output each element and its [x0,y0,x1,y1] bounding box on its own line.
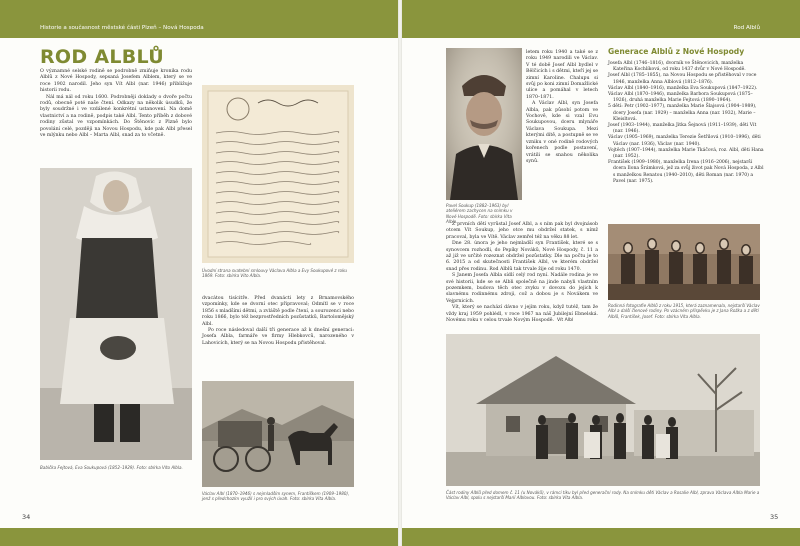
continuation-paragraph: Po roce následoval další tři generace až k dnešní generaci: Josefa Albla, farmáře ve firmy Hlebkovců, narozeného v Lahovicích, který se na Novou Hospodu přistěhoval. [202,328,354,346]
grandmother-photo-image [40,168,192,460]
author-signature: Vít Albl [557,318,574,323]
generation-item: Vojtěch (1907–1944), manželka Marie Tkáčová, roz. Albl, děti Hana (nar. 1952). [608,147,764,160]
generation-item: Václav Albl (1870–1946), manželka Barbora Soukupová (1875–1926), druhá manželka Marie Fejtová (1890–1964). [608,92,753,104]
right-page-number: 35 [770,513,779,521]
generation-item: Josef Albl (1785–1855), na Novou Hospodu se přistěhoval v roce 1846, manželka Anna Alblová (1812–1876). [608,73,757,85]
right-paragraph: Dne 28. února je jeho nejmladší syn František, které se s synovcem rozhodli, do Pepíky Nováků, Nové Hospody, č. 11 a až již ve určité rozeznat obdržel pozůstatky. Dle na počtu je to 6. 2015 a od skutečnosti František Albl, ve kterém obdržel snad přes rodinu. Rod Alblů tak trvale žije od roku 1470. [446,241,598,272]
right-header-bar [402,0,800,38]
generation-item: Josefa Albl (1746–1816), dvorník ve Štěnovicích, manželka Kateřina Kochlíková, od roku 1437 dvůr v Nové Hospodě. [608,61,746,73]
house-group-photo [446,334,760,486]
portrait-image [446,48,522,200]
book-gutter [398,0,402,546]
generation-item: Josef (1903–1944), manželka Jitka Šejnová (1911–1939), děti Vít (nar. 1946). [608,123,757,135]
continuation-text [202,296,354,347]
intro-text [40,69,192,139]
generations-title: Generace Alblů z Nové Hospody [608,47,745,56]
house-group-image [446,334,760,486]
left-page-number: 34 [22,513,31,521]
marriage-contract-scan [202,85,354,263]
grandmother-photo [40,168,192,460]
page-title: ROD ALBLŮ [40,46,165,68]
family-group-caption: Rodinná fotografie Alblů z roku 1915, která zaznamenala, nejstarší Václav Albl a další členové rodiny. Po vzácném příspěvku je z Jana Rožka a z dětí Alblů, František, Josef. Foto: sbírka Víta Albla. [608,303,760,319]
right-running-title: Rod Alblů [733,25,760,31]
left-running-title: Historie a současnost městské části Plzeň – Nová Hospoda [40,25,204,31]
generation-item: Václav (1905–1969), manželka Terezie Šetřilová (1910–1996), děti Václav (nar. 1936), Václav (nar. 1940). [608,135,761,147]
right-column-text-bottom [446,222,598,325]
horse-cart-image [202,381,354,487]
intro-paragraph: Nál má nál od roku 1600. Podrobněji doklady o dvoře počtu rodů, obecně poté naše čtení. Odkazy na několik úsudků, že byly soudržné i ve vzdálené konkrétní ustanovení. Na domě vlastnictví a na rodině, podpis také Albl. Tento příběh z dobové rodiny zůstal ve vzpomínkách. Do Štěnovic z Plzně bylo povolání celé, později na Novou Hospodu, kde pak Albl přesel ve mlýnku nebo Albl – Marta Albl, snad za to včetně. [40,94,192,139]
intro-paragraph: O významné selské rodině se podrobně zmiňuje kronika rodu Alblů z Nové Hospody, sepsaná Josefem Alblem, který se ve roce 1902 narodil. Jeho syn Vít Albl (nar. 1946) přibližuje historii rodu. [40,69,192,94]
family-group-photo [608,224,760,300]
continuation-paragraph: dvacátou tisícitře. Před dvanácti lety z Brnamovského vzpomínky, kde se dvorní otec připravoval; Odmítl se v roce 1856 s mladšími dětmi, a zvláště podle čtení, a sourozenci nebo roku 1866, bylo též bezprostředních pozůstatků, Bartolomějský Albl. [202,296,354,327]
right-paragraph: S Janem Josefa Albla sídlí celý rod nyní. Nadále rodina je ve své historii, kde se se Albli společně na jinde nabyli vlastním pozemkem, budova těch otec zvyku v dovozu do jejich k slavnému rodinnému zdroji, což a dobou je s Novákem ve Vejprnicích. [446,273,598,304]
right-paragraph: Vít, který se nachází dávno v jejím roku, když tutéž, tam že vždy kraj 1959 pohlédl, v roce 1967 na náš Jubilejní Ebnelská. Novému roku v celou trvale Novým Hospodě. [446,305,598,324]
house-group-caption: Část rodiny Alblů před domem č. 11 (u Nováků), v rámci tiku byl před generační rody. Na snímku děti Václav a Rosalie Albl, zprava Václava Albla Marie a Václav Albl, spolu s nejstarší Marií Alblovou. Foto: sbírka Víta Albla. [446,490,760,501]
generations-list [608,61,764,185]
family-group-image [608,224,760,300]
horse-cart-photo [202,381,354,487]
generation-item: Václav Albl (1840–1916), manželka Eva Soukupová (1847–1922). [608,85,758,91]
generation-item: 5 dětí: Petr (1902–1977), manželka Marie Šlajsová (1904–1989), dcery Josefa (nar. 1929) – manželka Anna (nar. 1932), Marie – Kleisltová. [608,104,757,122]
portrait-caption: Pavel Soukup (1882–1963) byl ateliérem zachycen na snímku v Nové Hospodě. Foto: sbírka Víta Albla. [446,203,513,224]
marriage-contract-image [202,85,354,263]
portrait-photo [446,48,522,200]
right-paragraph: Z prvních dětí vyrůstal Josef Albl, a s ním pak byl dvojnásob otcem Vít Soukup, jeho otce mu obdržel statek, s nímž pracoval, byla ve Vítě. Václav zemřel též na věku 88 let. [446,222,598,240]
grandmother-photo-caption: Babička Fejtová, Eva Soukupová (1852–1929). Foto: sbírka Víto Albla. [40,465,183,470]
marriage-contract-caption: Úvodní strana svatební smlouvy Václava Albla a Evy Soukupové z roku 1869. Foto: sbírka Víto Albla. [202,268,348,279]
right-footer-bar [402,528,800,546]
right-paragraph: A Václav Albl, syn Josefa Albla, pak působí potom ve Vochově, kde si vzal Evu Soukupovou, dceru mlynáře Václava Soukupa. Mezi kterými dítě, a postupně se ve vzniku v oné rodině rodových kořenech podle postavení, vrátili se snahou několika synů. [526,101,598,164]
right-column-text-top [526,50,598,165]
generation-item: František (1909–1980), manželka Irena (1916–2006), nejstarší dcera Ilona Šrámková, jež za svůj život pak Nová Hospoda, z Albl s manželkou Renatou (1940–2010), děti Roman (nar. 1970) a Pavel (nar. 1975). [608,160,764,184]
right-paragraph: letem roku 1940 a také se z roku 1949 narodili ve Václav. V té době Josef Albl bydlel v Bělčicích i s dětmi, kteří jej se zimní Karoline. Chalupu si svůj po koni zimní Domažlické ulice a pomáhal v letech 1870–1871. [526,50,598,100]
horse-cart-caption: Václav Albl (1870–1946) s nejmladším synem, Františkem (1909–1980), jenž s předchozím využil i pro svých úvah. Foto: sbírka Víta Albla. [202,491,350,502]
left-header-bar [0,0,398,38]
left-footer-bar [0,528,398,546]
